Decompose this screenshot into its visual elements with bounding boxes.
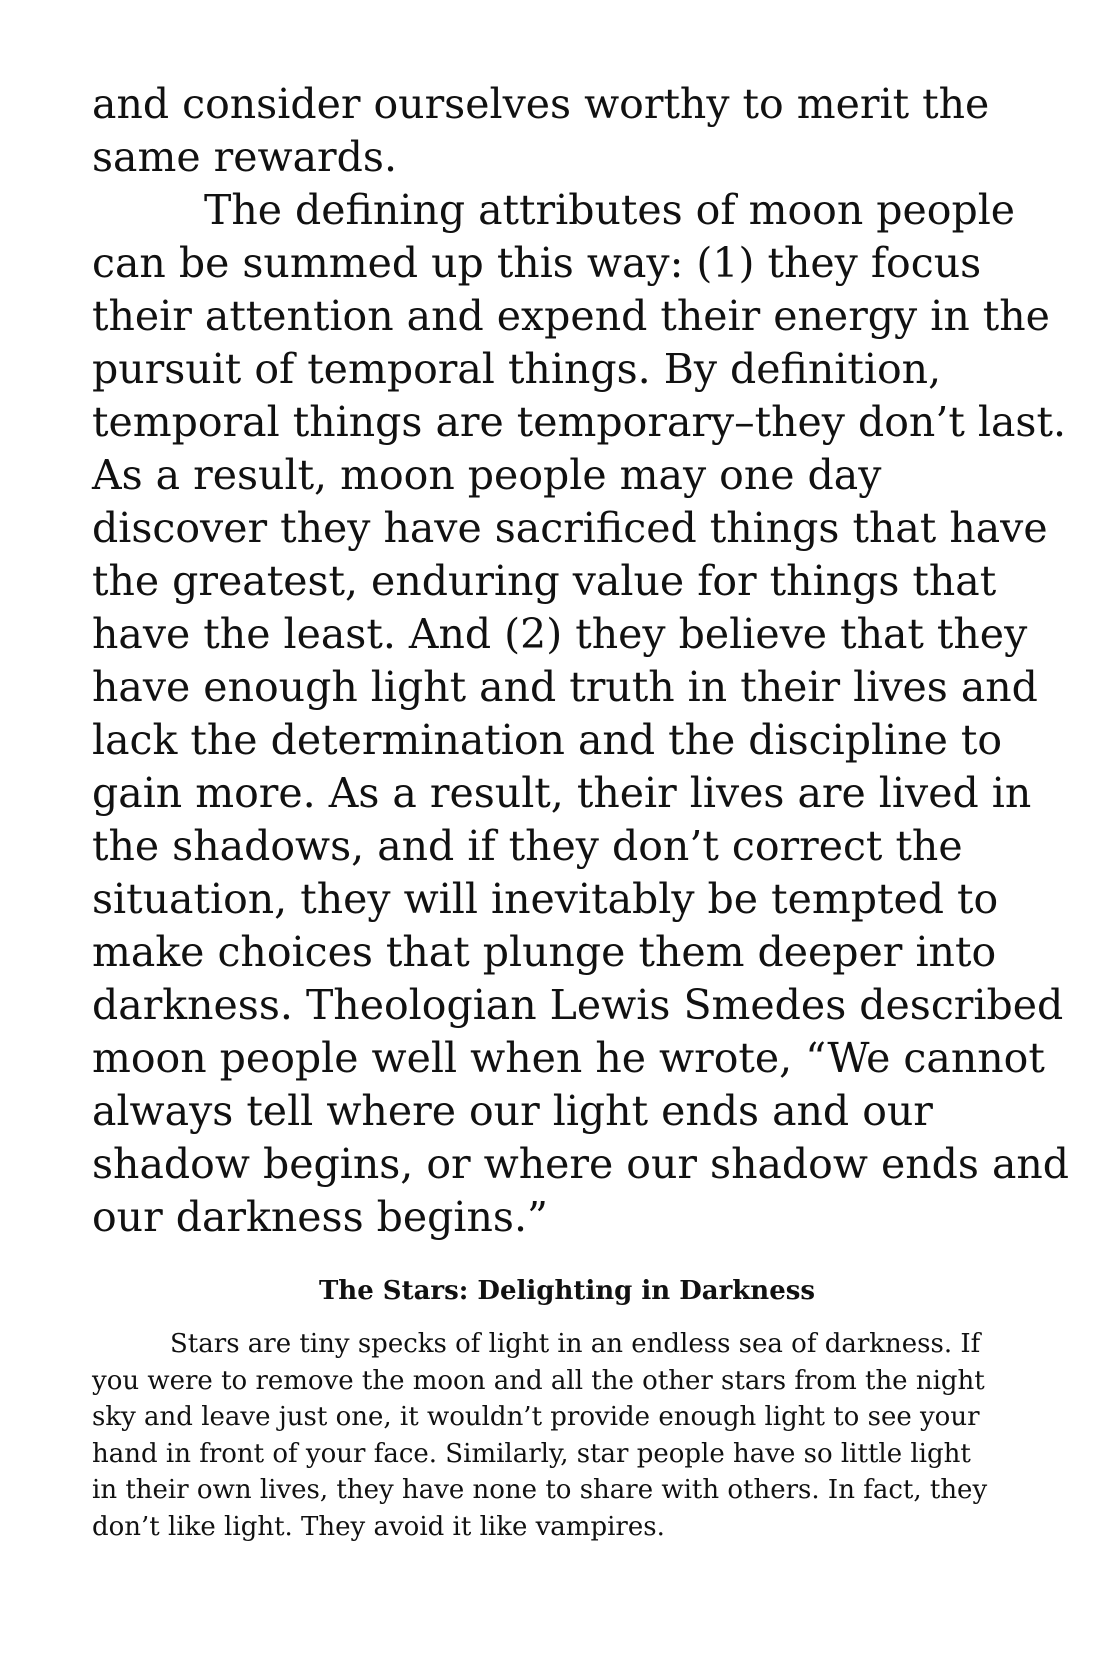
- text-line: sky and leave just one, it wouldn’t provide enough light to see your: [92, 1402, 980, 1432]
- text-line: shadow begins, or where our shadow ends and: [92, 1140, 1070, 1188]
- text-line: have the least. And (2) they believe that they: [92, 610, 1028, 658]
- text-line: pursuit of temporal things. By definition,: [92, 345, 942, 393]
- text-line: have enough light and truth in their lives and: [92, 663, 1038, 711]
- text-line: our darkness begins.”: [92, 1193, 548, 1241]
- book-page: [92, 78, 1070, 1545]
- text-line: can be summed up this way: (1) they focus: [92, 239, 982, 287]
- text-line: don’t like light. They avoid it like vampires.: [92, 1511, 665, 1542]
- text-line: situation, they will inevitably be tempted to: [92, 875, 999, 923]
- text-line: and consider ourselves worthy to merit the: [92, 80, 990, 128]
- text-line: gain more. As a result, their lives are lived in: [92, 769, 1032, 817]
- text-line: Stars are tiny specks of light in an endless sea of darkness. If: [170, 1329, 981, 1359]
- text-line: darkness. Theologian Lewis Smedes described: [92, 981, 1064, 1029]
- text-line: same rewards.: [92, 133, 397, 181]
- text-line: you were to remove the moon and all the other stars from the night: [92, 1365, 985, 1396]
- paragraph-moon-people: [92, 184, 1070, 1244]
- text-line: always tell where our light ends and our: [92, 1087, 933, 1135]
- text-line: their attention and expend their energy in the: [92, 292, 1050, 340]
- text-line: make choices that plunge them deeper into: [92, 928, 997, 976]
- text-line: discover they have sacrificed things that have: [92, 504, 1048, 552]
- text-line: in their own lives, they have none to share with others. In fact, they: [92, 1475, 988, 1505]
- paragraph-continuation: [92, 78, 1032, 184]
- text-line: moon people well when he wrote, “We cannot: [92, 1034, 1045, 1082]
- paragraph-stars: [92, 1326, 1032, 1545]
- text-line: lack the determination and the discipline to: [92, 716, 1003, 764]
- text-line: The defining attributes of moon people: [204, 186, 1016, 234]
- text-line: the greatest, enduring value for things that: [92, 557, 997, 605]
- section-heading: The Stars: Delighting in Darkness: [318, 1276, 816, 1306]
- text-line: hand in front of your face. Similarly, star people have so little light: [92, 1438, 971, 1469]
- text-line: the shadows, and if they don’t correct the: [92, 822, 963, 870]
- text-line: temporal things are temporary–they don’t last.: [92, 398, 1066, 446]
- text-line: As a result, moon people may one day: [92, 451, 882, 499]
